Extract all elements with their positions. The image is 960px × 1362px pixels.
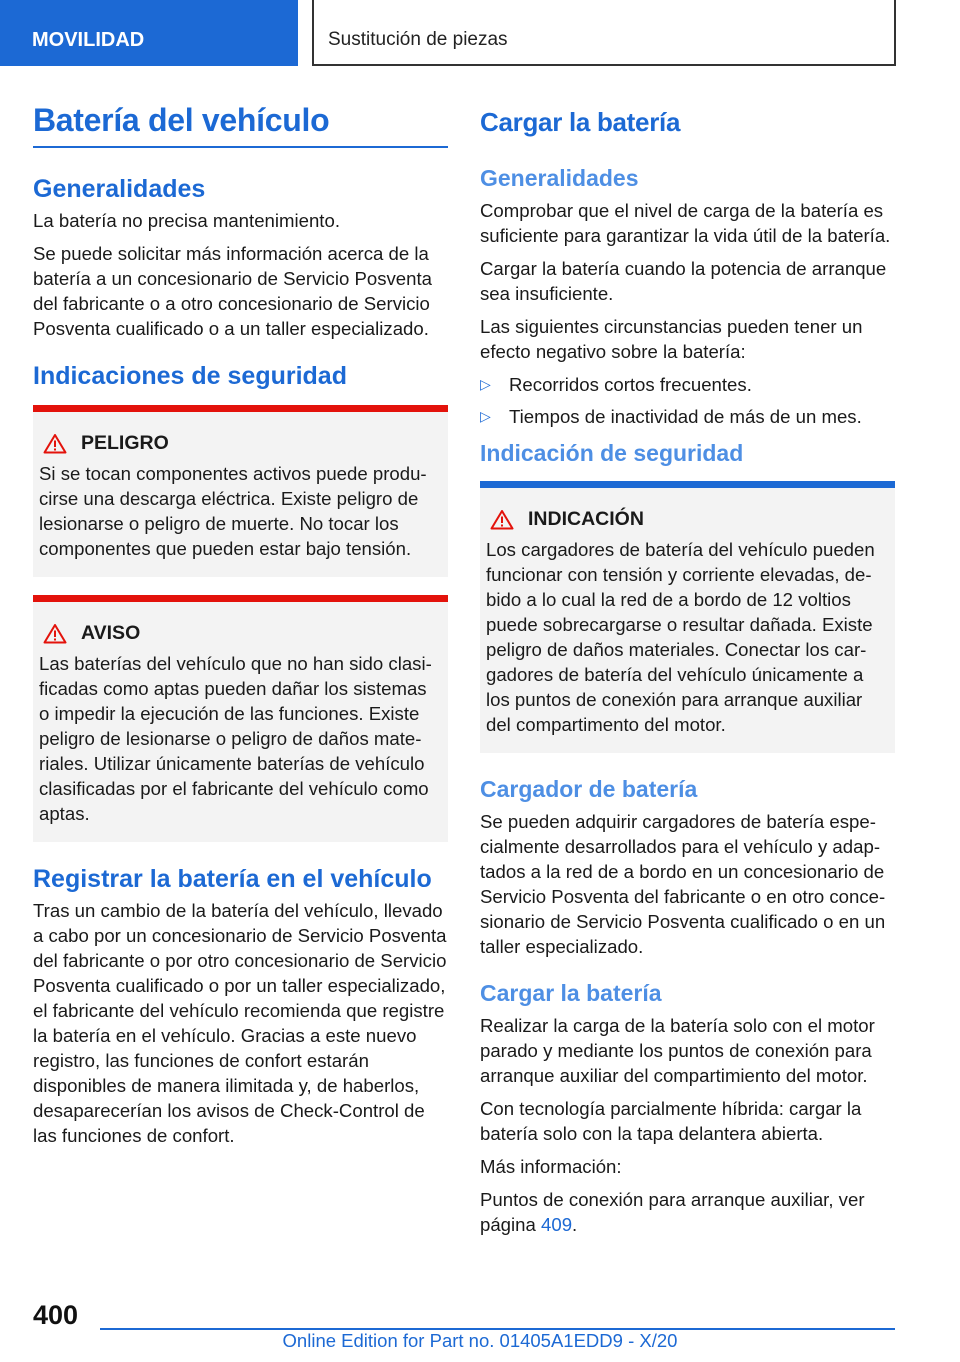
info-label: INDICACIÓN (528, 508, 644, 530)
warning-triangle-icon (43, 433, 67, 454)
general-text-1: La batería no precisa mantenimiento. (33, 210, 340, 231)
charge-heading: Cargar la batería (480, 980, 662, 1006)
danger-title (39, 432, 438, 455)
charge-text-4 (480, 1187, 895, 1237)
list-item-text: Recorridos cortos frecuentes. (509, 374, 752, 395)
triangle-bullet-icon: ▷ (480, 376, 491, 392)
danger-label: PELIGRO (81, 432, 169, 454)
list-item (480, 404, 895, 429)
page-title: Batería del vehículo (33, 100, 448, 148)
footer-edition: Online Edition for Part no. 01405A1EDD9 - X/20 (282, 1330, 678, 1351)
charge-text-3: Más información: (480, 1156, 622, 1177)
info-title (486, 508, 885, 531)
left-column (33, 100, 448, 1156)
charger-text: Se pueden adquirir cargadores de batería especialmente desarrollados para el vehículo y adaptados a la red de a bordo en un concesionario de Servicio Posventa del fabricante o en otro concesionario de Servicio Posventa cualificado o en un taller especializado. (480, 811, 886, 957)
page-link[interactable]: 409 (541, 1214, 573, 1235)
page-header (0, 0, 960, 66)
charge-general-heading: Generalidades (480, 165, 639, 191)
charge-general-text-2: Cargar la batería cuando la potencia de arranque sea insuficiente. (480, 258, 887, 304)
danger-text: Si se tocan componentes activos puede producirse una descarga eléctrica. Existe peligro de lesionarse o peligro de muerte. No tocar los componentes que pueden estar bajo tensión. (39, 463, 427, 559)
charge-text-4-body: Puntos de conexión para arranque auxiliar, ver página (480, 1189, 865, 1235)
charge-text-4-end: . (572, 1214, 578, 1235)
charge-text-1: Realizar la carga de la batería solo con el motor parado y mediante los puntos de conexión para arranque auxiliar del compartimiento del motor. (480, 1015, 875, 1086)
section-title: Cargar la batería (480, 107, 681, 137)
bullet-list (480, 372, 895, 429)
notice-box (33, 595, 448, 842)
notice-title (39, 622, 438, 645)
right-column (480, 100, 895, 1245)
general-heading: Generalidades (33, 175, 206, 203)
general-text-2: Se puede solicitar más información acerca de la batería a un concesionario de Servicio Posventa del fabricante o a otro concesionario de Servicio Posventa cualificado o a un taller especializado. (33, 243, 432, 339)
warning-triangle-icon (490, 509, 514, 530)
safety-heading: Indicaciones de seguridad (33, 362, 347, 390)
warning-triangle-icon (43, 623, 67, 644)
info-text: Los cargadores de batería del vehículo pueden funcionar con tensión y corriente elevadas, debido a lo cual la red de a bordo de 12 voltios puede sobrecargarse o resultar dañada. Existe peligro de daños materiales. Conectar los cargadores de batería del vehículo únicamente a los puntos de conexión para arranque auxiliar del compartimento del motor. (486, 539, 875, 735)
charge-safety-heading: Indicación de seguridad (480, 440, 744, 466)
charge-text-2: Con tecnología parcialmente híbrida: cargar la batería solo con la tapa delantera abierta. (480, 1098, 862, 1144)
danger-box (33, 405, 448, 577)
page-number: 400 (33, 1300, 79, 1330)
charger-heading: Cargador de batería (480, 776, 698, 802)
register-heading: Registrar la batería en el vehículo (33, 865, 432, 893)
list-item (480, 372, 895, 397)
info-box (480, 481, 895, 753)
notice-label: AVISO (81, 622, 141, 644)
section-tab[interactable]: MOVILIDAD (0, 0, 298, 66)
topic-tab[interactable]: Sustitución de piezas (312, 0, 896, 66)
charge-general-text-3: Las siguientes circunstancias pueden tener un efecto negativo sobre la batería: (480, 316, 863, 362)
list-item-text: Tiempos de inactividad de más de un mes. (509, 406, 862, 427)
register-text: Tras un cambio de la batería del vehículo, llevado a cabo por un concesionario de Servicio Posventa del fabricante o por otro concesionario de Servicio Posventa cualificado o por un taller especializado, el fabricante del vehículo recomienda que registre la batería en el vehículo. Gracias a este nuevo registro, las funciones de confort estarán disponibles de manera ilimitada y, de haberlos, desaparecerían los avisos de Check-Control de las funciones de confort. (33, 900, 447, 1146)
triangle-bullet-icon: ▷ (480, 408, 491, 424)
charge-general-text-1: Comprobar que el nivel de carga de la batería es suficiente para garantizar la vida útil de la batería. (480, 200, 891, 246)
notice-text: Las baterías del vehículo que no han sido clasificadas como aptas pueden dañar los sistemas o impedir la ejecución de las funciones. Existe peligro de lesionarse o peligro de daños materiales. Utilizar únicamente baterías de vehículo clasificadas por el fabricante del vehículo como aptas. (39, 653, 432, 824)
